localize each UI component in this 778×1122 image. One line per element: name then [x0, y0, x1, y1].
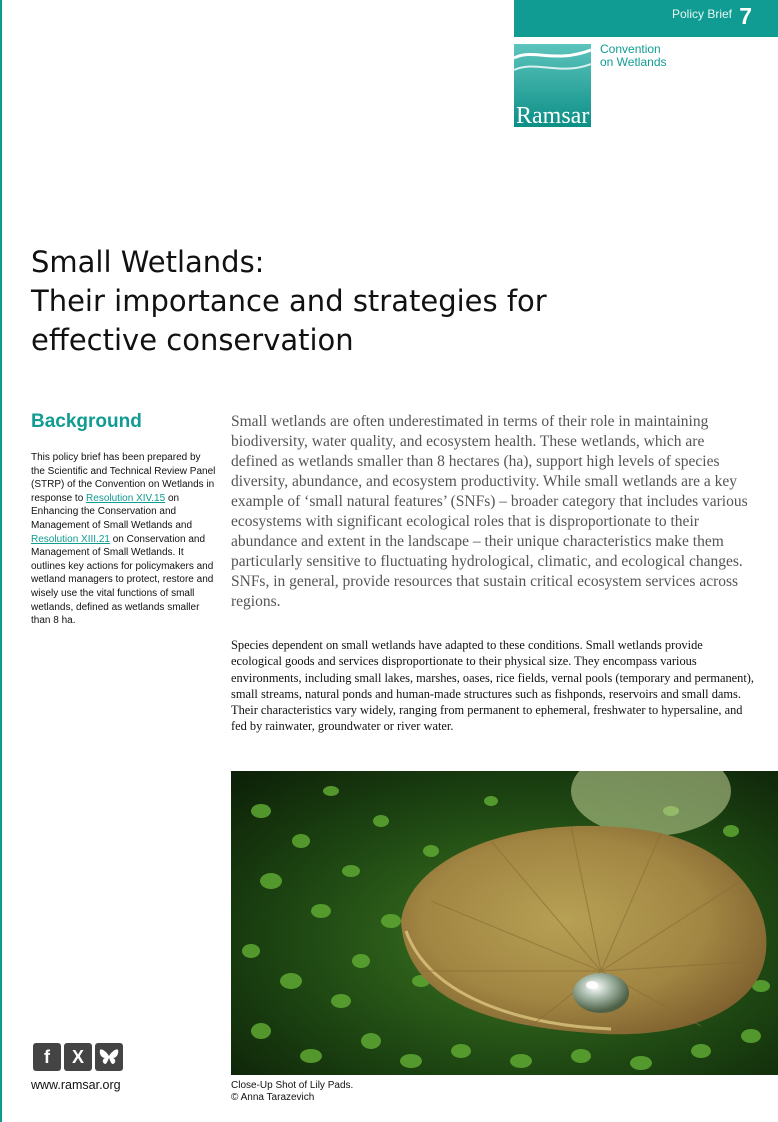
photo-caption-credit: © Anna Tarazevich — [231, 1092, 315, 1103]
title-line-2: Their importance and strategies for — [31, 284, 547, 318]
policy-brief-number: 7 — [739, 3, 752, 29]
bluesky-butterfly-icon[interactable] — [95, 1043, 123, 1071]
title-line-1: Small Wetlands: — [31, 245, 265, 279]
resolution-xiv15-link[interactable]: Resolution XIV.15 — [86, 492, 166, 504]
background-heading: Background — [31, 411, 142, 432]
page-title — [31, 243, 547, 360]
photo-caption — [231, 1080, 353, 1104]
policy-brief-banner — [514, 0, 778, 37]
background-text-part-3: on Conservation and Management of Small Wetlands. It outlines key actions for policymakers and wetland managers to protect, restore and wisely use the vital functions of small wetlands, defined as wetlands smaller than 8 ha. — [31, 533, 214, 627]
facebook-icon[interactable]: f — [33, 1043, 61, 1071]
background-text — [31, 451, 216, 628]
website-url[interactable]: www.ramsar.org — [31, 1078, 121, 1092]
left-accent-rule — [0, 0, 2, 1122]
policy-brief-label: Policy Brief — [671, 7, 732, 21]
convention-line-2: on Wetlands — [600, 55, 667, 69]
x-twitter-icon[interactable]: X — [64, 1043, 92, 1071]
title-line-3: effective conservation — [31, 323, 354, 357]
body-paragraph: Species dependent on small wetlands have adapted to these conditions. Small wetlands provide ecological goods and services disproportionate to their physical size. They encompass various environments, including small lakes, marshes, oases, rice fields, vernal pools (temporary and permanent), small streams, natural ponds and human-made structures such as fishponds, reservoirs and small dams. Their characteristics vary widely, ranging from permanent to ephemeral, freshwater to hypersaline, and fed by rainwater, groundwater or river water. — [231, 638, 755, 734]
convention-on-wetlands-label — [600, 43, 667, 69]
background-text-part-2: on Enhancing the Conservation and Management of Small Wetlands and — [31, 492, 193, 531]
convention-line-1: Convention — [600, 42, 661, 56]
social-links — [33, 1043, 123, 1071]
resolution-xiii21-link[interactable]: Resolution XIII.21 — [31, 533, 110, 545]
background-text-part-1: This policy brief has been prepared by the Scientific and Technical Review Panel (STRP) of the Convention on Wetlands in response to — [31, 452, 216, 504]
ramsar-logo-word: Ramsar — [516, 103, 590, 127]
photo-caption-title: Close-Up Shot of Lily Pads. — [231, 1080, 354, 1091]
lily-pad-photo — [231, 771, 778, 1075]
ramsar-logo — [514, 44, 591, 127]
lead-paragraph: Small wetlands are often underestimated in terms of their role in maintaining biodiversity, water quality, and ecosystem health. These wetlands, which are defined as wetlands smaller than 8 hectares (ha), support high levels of species diversity, abundance, and ecosystem productivity. While small wetlands are a key example of ‘small natural features’ (SNFs) – broader category that includes various ecosystems with significant ecological roles that is disproportionate to their abundance and extent in the landscape – their unique characteristics make them particularly sensitive to fluctuating hydrological, climatic, and ecological changes. SNFs, in general, provide resources that sustain critical ecosystem services across regions. — [231, 413, 748, 610]
